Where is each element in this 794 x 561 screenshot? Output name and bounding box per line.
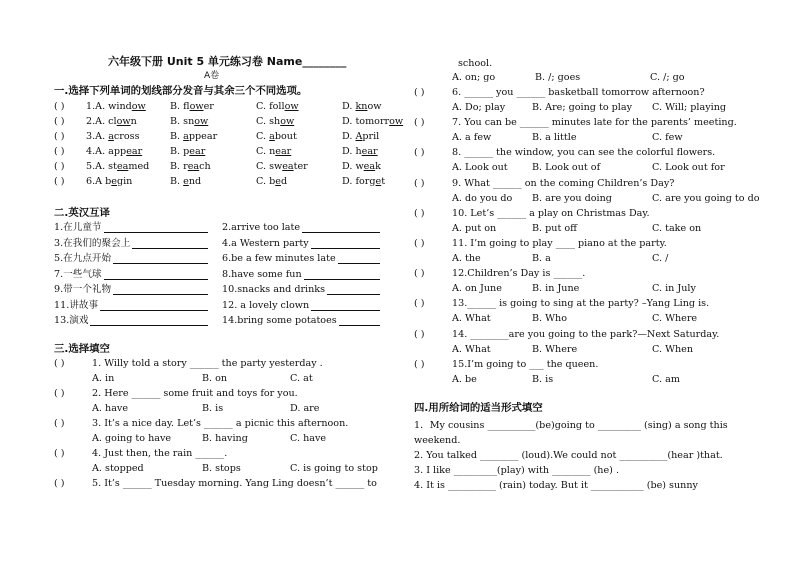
option-text: D. forg <box>342 176 376 187</box>
answer-line <box>311 248 380 249</box>
question-stem: 13.______ is going to sing at the party? –Yang Ling is. <box>452 298 710 310</box>
option-q <box>86 161 149 173</box>
translate-item <box>54 284 111 296</box>
answer-line <box>311 310 380 311</box>
underlined-part: ow <box>284 101 299 112</box>
translate-text: 10.snacks and drinks <box>222 284 326 295</box>
option-text-rest: n <box>130 116 137 127</box>
option-text: C. sh <box>256 116 281 127</box>
section1-heading: 一.选择下列单词的划线部分发音与其余三个不同选项。 <box>54 85 308 97</box>
option-text: D. <box>342 131 356 142</box>
option-b <box>170 146 205 158</box>
underlined-part: e <box>275 176 281 187</box>
underlined-part: ow <box>194 116 209 127</box>
option-c: C. am <box>652 373 680 385</box>
answer-paren: ( ) <box>414 147 425 159</box>
question-stem: 3. It’s a nice day. Let’s ______ a picnic this afternoon. <box>92 418 349 429</box>
underlined-part: kn <box>355 101 368 112</box>
option-a: A. going to have <box>92 433 172 444</box>
option-text-rest: pril <box>362 131 380 142</box>
answer-paren: ( ) <box>54 478 65 489</box>
option-text: B. fl <box>170 101 190 112</box>
option-c <box>256 146 291 158</box>
option-text-rest: d <box>280 176 288 187</box>
option-b: B. a little <box>532 132 577 144</box>
option-c: C. are you going to do <box>652 192 760 204</box>
option-d <box>342 161 381 173</box>
option-q <box>86 146 142 158</box>
option-c <box>256 116 294 128</box>
underlined-part: ow <box>131 101 146 112</box>
answer-paren: ( ) <box>54 101 65 112</box>
option-b: B. is <box>532 373 554 385</box>
underlined-part: ea <box>116 161 129 172</box>
option-text-rest: ter <box>293 161 308 172</box>
section2-heading: 二.英汉互译 <box>54 207 110 219</box>
underlined-part: ea <box>363 161 376 172</box>
option-text: C. foll <box>256 101 285 112</box>
underlined-part: ear <box>126 146 143 157</box>
answer-paren: ( ) <box>414 328 425 340</box>
option-text: 1.A. wind <box>86 101 132 112</box>
question-stem: 4. Just then, the rain ______. <box>92 448 228 459</box>
answer-line <box>104 279 208 280</box>
option-a: A. the <box>452 253 481 264</box>
section4-heading: 四.用所给词的适当形式填空 <box>414 402 543 414</box>
option-a: A. be <box>452 373 477 385</box>
question-stem: 14. ________are you going to the park?—Next Saturday. <box>452 328 720 340</box>
option-b: B. in June <box>532 283 580 295</box>
answer-line <box>339 325 380 326</box>
option-text: B. <box>170 176 184 187</box>
option-b <box>170 116 208 128</box>
underlined-part: ea <box>187 161 200 172</box>
option-q <box>86 101 146 113</box>
option-d <box>342 101 381 113</box>
underlined-part: ear <box>361 146 378 157</box>
translate-text: 11.讲故事 <box>54 299 99 311</box>
answer-paren: ( ) <box>54 146 65 157</box>
option-text-rest: t <box>381 176 386 187</box>
answer-line <box>327 294 380 295</box>
question-stem: 8. ______ the window, you can see the colorful flowers. <box>452 147 716 159</box>
option-text-rest: med <box>128 161 150 172</box>
option-a: A. put on <box>452 222 497 234</box>
translate-item <box>222 253 336 265</box>
option-text: B. <box>170 131 184 142</box>
q5-option-c: C. /; go <box>650 72 685 83</box>
option-text: 3.A. <box>86 131 109 142</box>
translate-text: 1.在儿童节 <box>54 222 102 233</box>
option-c <box>256 101 299 113</box>
option-text-rest: ppear <box>188 131 218 142</box>
translate-text: 7.一些气球 <box>54 268 102 280</box>
q5-option-b: B. /; goes <box>535 72 581 83</box>
option-c: C. / <box>652 253 669 264</box>
answer-line <box>113 294 208 295</box>
translate-text: 6.be a few minutes late <box>222 253 336 264</box>
question-stem: 5. It’s ______ Tuesday morning. Yang Ling doesn’t ______ to <box>92 478 377 489</box>
translate-item <box>222 238 309 250</box>
fill-blank-line: 3. I like _________(play) with ________ (he) . <box>414 465 620 476</box>
option-text: 6.A b <box>86 176 112 187</box>
translate-item <box>222 222 300 234</box>
answer-paren: ( ) <box>414 207 425 219</box>
fill-blank-line: 1．My cousins __________(be)going to _________ (sing) a song this <box>414 420 728 431</box>
option-b <box>170 176 201 188</box>
answer-line <box>100 310 208 311</box>
underlined-part: ow <box>116 116 131 127</box>
option-b: B. having <box>202 433 248 444</box>
option-text-rest: bout <box>274 131 297 142</box>
question-stem: 10. Let’s ______ a play on Christmas Day. <box>452 207 650 219</box>
option-text-rest: cross <box>113 131 140 142</box>
answer-paren: ( ) <box>54 448 65 459</box>
option-a: A. do you do <box>452 192 513 204</box>
translate-text: 12. a lovely clown <box>222 299 310 311</box>
option-b: B. Look out of <box>532 162 601 174</box>
translate-item <box>54 222 102 234</box>
q5-option-a: A. on; go <box>452 72 496 83</box>
underlined-part: a <box>269 131 275 142</box>
option-c: C. is going to stop <box>290 463 378 474</box>
fill-blank-line: 4. It is __________ (rain) today. But it ___________ (be) sunny <box>414 480 698 491</box>
option-a: A. stopped <box>92 463 144 474</box>
underlined-part: ear <box>275 146 292 157</box>
answer-paren: ( ) <box>54 388 65 399</box>
option-c: C. few <box>652 132 683 144</box>
answer-paren: ( ) <box>54 418 65 429</box>
answer-line <box>90 325 208 326</box>
option-q <box>86 131 140 143</box>
option-c: C. When <box>652 343 693 355</box>
answer-paren: ( ) <box>414 238 425 249</box>
option-c: C. in July <box>652 283 696 295</box>
option-a: A. on June <box>452 283 502 295</box>
question-stem: 12.Children’s Day is ______. <box>452 268 586 280</box>
option-text: B. p <box>170 146 190 157</box>
underlined-part: A <box>355 131 363 142</box>
option-a: A. Do; play <box>452 102 506 113</box>
option-a: A. What <box>452 343 491 355</box>
answer-line <box>302 232 380 233</box>
section3-heading: 三.选择填空 <box>54 343 110 355</box>
answer-paren: ( ) <box>414 87 425 98</box>
option-text: C. <box>256 131 270 142</box>
option-text: C. b <box>256 176 276 187</box>
translate-item <box>54 300 98 312</box>
option-text: D. tomorr <box>342 116 390 127</box>
option-b: B. put off <box>532 222 577 234</box>
option-text-rest: k <box>375 161 381 172</box>
option-c: C. Where <box>652 313 698 325</box>
option-b: B. Who <box>532 313 567 325</box>
answer-paren: ( ) <box>414 177 425 189</box>
answer-line <box>304 279 380 280</box>
option-text-rest: ch <box>199 161 211 172</box>
option-b <box>170 131 217 143</box>
question-stem: 7. You can be ______ minutes late for the parents’ meeting. <box>452 117 737 129</box>
page-subtitle: A卷 <box>204 71 220 81</box>
option-c <box>256 161 308 173</box>
option-text: D. h <box>342 146 362 157</box>
translate-text: 13.演戏 <box>54 315 89 326</box>
question-stem: 9. What ______ on the coming Children’s Day? <box>452 177 675 189</box>
option-c: C. take on <box>652 222 702 234</box>
option-text: B. r <box>170 161 188 172</box>
underlined-part: ea <box>282 161 294 172</box>
translate-item <box>54 269 102 281</box>
option-text: C. sw <box>256 161 283 172</box>
q5-continuation: school. <box>458 58 493 69</box>
answer-line <box>113 263 208 264</box>
answer-paren: ( ) <box>54 116 65 127</box>
answer-paren: ( ) <box>414 298 425 310</box>
translate-text: 4.a Western party <box>222 237 309 249</box>
translate-item <box>54 253 111 265</box>
option-text: 5.A. st <box>86 161 117 172</box>
answer-paren: ( ) <box>414 117 425 129</box>
option-b: B. Are; going to play <box>532 102 633 113</box>
translate-text: 3.在我们的聚会上 <box>54 237 131 249</box>
fill-blank-line: 2. You talked ________ (loud).We could not __________(hear )that. <box>414 450 723 461</box>
answer-paren: ( ) <box>54 358 65 369</box>
translate-text: 2.arrive too late <box>222 222 301 233</box>
answer-paren: ( ) <box>414 268 425 280</box>
option-a: A. a few <box>452 132 492 144</box>
option-d <box>342 146 378 158</box>
translate-item <box>222 300 309 312</box>
underlined-part: a <box>108 131 114 142</box>
option-text: D. <box>342 101 356 112</box>
translate-text: 14.bring some potatoes <box>222 315 337 326</box>
option-a: A. What <box>452 313 491 325</box>
option-b: B. is <box>202 403 224 414</box>
underlined-part: e <box>111 176 117 187</box>
translate-item <box>222 315 337 327</box>
translate-item <box>222 269 302 281</box>
option-text-rest: ow <box>367 101 382 112</box>
answer-line <box>338 263 380 264</box>
translate-text: 9.带一个礼物 <box>54 284 112 295</box>
page-title: 六年级下册 Unit 5 单元练习卷 Name________ <box>108 55 347 68</box>
underlined-part: ow <box>280 116 295 127</box>
underlined-part: a <box>183 131 189 142</box>
option-text: D. w <box>342 161 364 172</box>
option-b: B. Where <box>532 343 578 355</box>
option-text: 4.A. app <box>86 146 127 157</box>
option-d <box>342 176 385 188</box>
translate-item <box>222 284 325 296</box>
answer-paren: ( ) <box>54 131 65 142</box>
option-c: C. Will; playing <box>652 102 727 113</box>
option-c <box>256 176 287 188</box>
option-b <box>170 161 211 173</box>
underlined-part: ow <box>189 101 204 112</box>
option-d <box>342 116 403 128</box>
fill-blank-line: weekend. <box>414 435 461 446</box>
translate-item <box>54 315 88 327</box>
option-d <box>342 131 379 143</box>
option-c: C. Look out for <box>652 162 725 174</box>
translate-item <box>54 238 130 250</box>
answer-line <box>104 232 208 233</box>
question-stem: 15.I’m going to ___ the queen. <box>452 358 599 370</box>
option-q <box>86 116 137 128</box>
option-b: B. stops <box>202 463 241 474</box>
option-text-rest: gin <box>116 176 133 187</box>
question-stem: 1. Willy told a story ______ the party yesterday . <box>92 358 323 369</box>
answer-paren: ( ) <box>414 358 425 370</box>
option-text-rest: er <box>203 101 214 112</box>
option-c: C. have <box>290 433 327 444</box>
option-q <box>86 176 132 188</box>
underlined-part: e <box>183 176 189 187</box>
question-stem: 6. ______ you ______ basketball tomorrow afternoon? <box>452 87 705 98</box>
option-c: C. at <box>290 373 313 384</box>
option-b: B. are you doing <box>532 192 612 204</box>
translate-text: 5.在九点开始 <box>54 253 112 264</box>
option-b: B. a <box>532 253 551 264</box>
option-b <box>170 101 214 113</box>
option-a: A. in <box>92 373 115 384</box>
question-stem: 2. Here ______ some fruit and toys for you. <box>92 388 298 399</box>
underlined-part: ear <box>189 146 206 157</box>
option-c: D. are <box>290 403 320 414</box>
option-text: B. sn <box>170 116 195 127</box>
option-text: C. n <box>256 146 276 157</box>
option-a: A. have <box>92 403 129 414</box>
answer-paren: ( ) <box>54 176 65 187</box>
option-b: B. on <box>202 373 228 384</box>
option-text: 2.A. cl <box>86 116 117 127</box>
underlined-part: ow <box>389 116 404 127</box>
answer-paren: ( ) <box>54 161 65 172</box>
option-a: A. Look out <box>452 162 508 174</box>
option-text-rest: nd <box>188 176 202 187</box>
question-stem: 11. I’m going to play ____ piano at the party. <box>452 238 667 249</box>
translate-text: 8.have some fun <box>222 268 302 280</box>
answer-line <box>132 248 208 249</box>
underlined-part: e <box>375 176 382 187</box>
option-c <box>256 131 297 143</box>
